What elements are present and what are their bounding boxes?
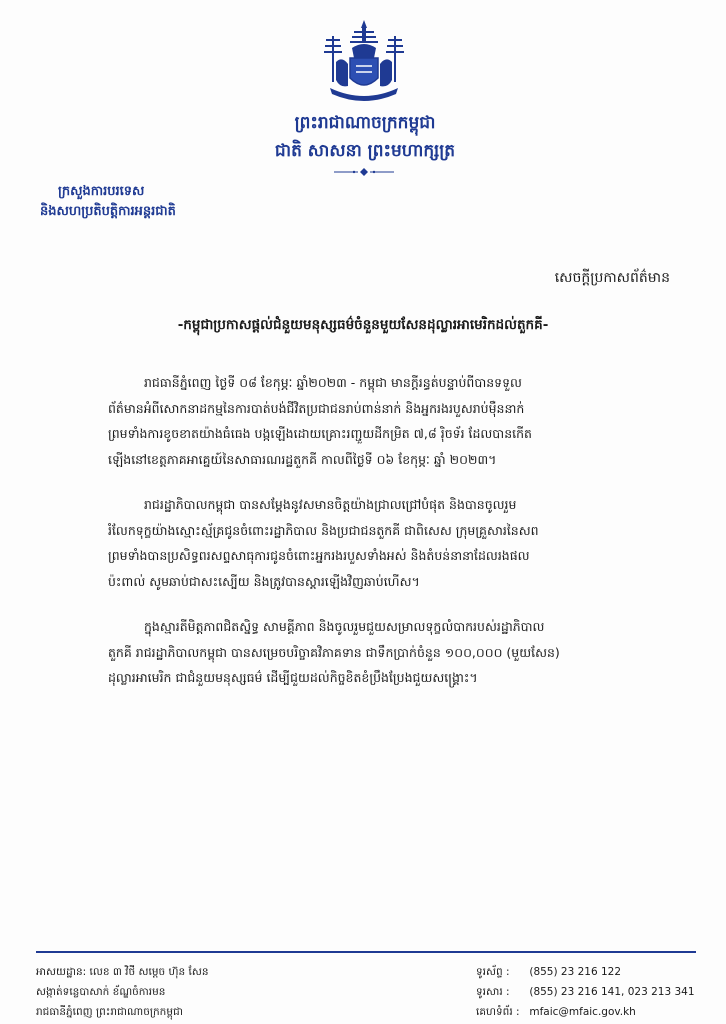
ministry-subtitle: និងសហប្រតិបត្តិការអន្តរជាតិ <box>40 204 176 219</box>
paragraph-line: រំលែកទុក្ខយ៉ាងស្មោះស្ម័គ្រជូនចំពោះរដ្ឋាភិបាល និងប្រជាជនតួកគី ជាពិសេស ក្រុមគ្រួសារនៃសព <box>108 522 539 538</box>
phone-value: (855) 23 216 122 <box>529 966 622 978</box>
paragraph-line: រាជរដ្ឋាភិបាលកម្ពុជា បានសម្តែងនូវសមានចិត្តយ៉ាងជ្រាលជ្រៅបំផុត និងបានចូលរួម <box>144 497 517 512</box>
paragraph-line: រាជធានីភ្នំពេញ ថ្ងៃទី ០៨ ខែកុម្ភៈ ឆ្នាំ២០២៣ - កម្ពុជា មានក្តីរន្ធត់បន្ទាប់ពីបានទទួល <box>144 375 522 390</box>
ornament-divider-icon <box>332 167 396 177</box>
email-row <box>476 1002 695 1022</box>
paragraph-line: ឡើងនៅខេត្តភាគអាគ្នេយ៍នៃសាធារណរដ្ឋតួកគី កាលពីថ្ងៃទី ០៦ ខែកុម្ភៈ ឆ្នាំ ២០២៣។ <box>108 451 497 467</box>
kingdom-title: ព្រះរាជាណាចក្រកម្ពុជា <box>294 113 436 133</box>
footer-divider <box>36 951 696 953</box>
email-label: គេហទំព័រ : <box>476 1006 520 1018</box>
phone-row <box>476 962 695 982</box>
paragraph-line: ក្នុងស្មារតីមិត្តភាពជិតស្និទ្ធ សាមគ្គីភាព និងចូលរួមជួយសម្រាលទុក្ខលំបាករបស់រដ្ឋាភិបាល <box>144 619 545 634</box>
paragraph-line: ដុល្លារអាមេរិក ជាជំនួយមនុស្សធម៌ ដើម្បីជួយដល់កិច្ចខិតខំប្រឹងប្រែងជួយសង្គ្រោះ។ <box>108 670 478 685</box>
royal-coat-of-arms-icon <box>318 18 410 104</box>
national-motto: ជាតិ សាសនា ព្រះមហាក្សត្រ <box>274 141 456 161</box>
address-line: សង្កាត់ទន្លេបាសាក់ ខ័ណ្ឌចំការមន <box>36 986 166 998</box>
address-line: អាសយដ្ឋាន: លេខ ៣ វិថី សម្តេច ហ៊ុន សែន <box>36 966 209 978</box>
fax-value: (855) 23 216 141, 023 213 341 <box>529 986 695 998</box>
footer-address <box>36 962 209 1022</box>
fax-row <box>476 982 695 1002</box>
paragraph-line: តួកគី រាជរដ្ឋាភិបាលកម្ពុជា បានសម្រេចបរិច្ចាគវិភាគទាន ជាទឹកប្រាក់ចំនួន ១០០,០០០ (មួយសែន) <box>108 644 560 660</box>
paragraph-line: ព្រមទាំងការខូចខាតយ៉ាងធំធេង បង្កឡើងដោយគ្រោះរញ្ជួយដីកម្រិត ៧,៨ រ៉ិចទ័រ ដែលបានកើត <box>108 426 532 441</box>
paragraph-line: ប៉ះពាល់ សូមឆាប់ជាសះស្បើយ និងត្រូវបានស្តារឡើងវិញឆាប់ហើស។ <box>108 573 420 589</box>
press-headline: -កម្ពុជាប្រកាសផ្តល់ជំនួយមនុស្សធម៌ចំនួនមួយសែនដុល្លារអាមេរិកដល់តួកគី- <box>177 317 549 333</box>
fax-label: ទូរសារ : <box>476 986 510 998</box>
document-type: សេចក្តីប្រកាសព័ត៌មាន <box>554 270 670 286</box>
paragraph-1 <box>108 370 684 472</box>
email-value: mfaic@mfaic.gov.kh <box>529 1006 636 1018</box>
address-line: រាជធានីភ្នំពេញ ព្រះរាជាណាចក្រកម្ពុជា <box>36 1006 183 1018</box>
paragraph-line: ព័ត៌មានអំពីសោកនាដកម្មនៃការបាត់បង់ជីវិតប្រជាជនរាប់ពាន់នាក់ និងអ្នករងរបួសរាប់ម៉ឺននាក់ <box>108 400 525 416</box>
paragraph-2 <box>108 492 684 594</box>
footer-contacts <box>476 962 695 1022</box>
paragraph-3 <box>108 614 684 691</box>
paragraph-line: ព្រមទាំងបានប្រសិទ្ធពរសព្ទសាធុការជូនចំពោះអ្នករងរបួសទាំងអស់ និងតំបន់នានាដែលរងផល <box>108 548 530 563</box>
phone-label: ទូរស័ព្ទ : <box>476 966 510 978</box>
ministry-name: ក្រសួងការបរទេស <box>58 184 145 199</box>
